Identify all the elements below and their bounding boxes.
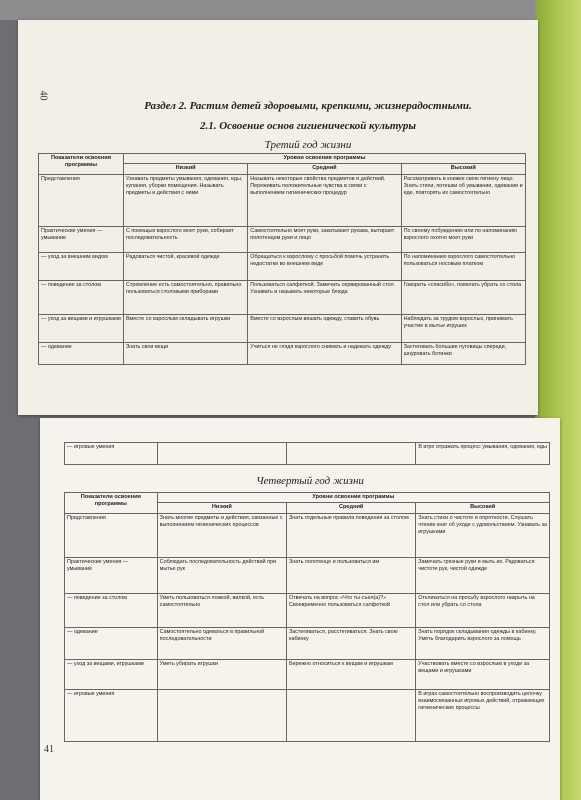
header-levels: Уровни освоения программы (157, 493, 549, 503)
cell-low (157, 443, 286, 465)
cell-medium: Отвечать на вопрос «Что ты съел(а)?» Своевременно пользоваться салфеткой (286, 593, 415, 627)
table-row (39, 252, 526, 280)
cell-low: Самостоятельно одеваться в правильной последовательности (157, 627, 286, 659)
cell-medium: Самостоятельно моет руки, закатывает рукава, вытирает полотенцем руки и лицо (248, 226, 401, 252)
header-low: Низкий (157, 503, 286, 513)
cell-medium: Обращаться к взрослому с просьбой помочь устранить недостатки во внешнем виде (248, 252, 401, 280)
table-row (65, 593, 550, 627)
table-row (65, 443, 550, 465)
cell-high: Откликаться на просьбу взрослого накрыть на стол или убрать со стола (416, 593, 550, 627)
header-indicators: Показатели освоения программы (39, 154, 124, 175)
cell-low: С помощью взрослого моет руки, собирает последовательность (123, 226, 247, 252)
cell-indicator: — игровые умения (65, 443, 158, 465)
table-row (39, 280, 526, 314)
hygiene-table-year4 (64, 492, 550, 742)
cell-medium: Вместе со взрослым вешать одежду, ставить обувь (248, 314, 401, 342)
cell-medium: Называть некоторые свойства предметов и действий. Переживать положительные чувства в связи с выполнением гигиенических процедур (248, 174, 401, 226)
cell-indicator: Практические умения — умывание (65, 557, 158, 593)
cell-medium: Бережно относиться к вещам и игрушкам (286, 659, 415, 689)
page-number: 41 (44, 744, 54, 755)
cell-low: Стремление есть самостоятельно, правильно пользоваться столовыми приборами (123, 280, 247, 314)
background-top (0, 0, 581, 20)
cell-low: Соблюдать последовательность действий при мытье рук (157, 557, 286, 593)
cell-medium: Учиться не глядя взрослого снимать и надевать одежду (248, 342, 401, 364)
table-row (39, 342, 526, 364)
year-title: Третий год жизни (264, 139, 352, 151)
cell-high: Участвовать вместе со взрослым в уходе за вещами и игрушками (416, 659, 550, 689)
cell-indicator: Представления (39, 174, 124, 226)
cell-indicator: Представления (65, 513, 158, 557)
table-row (39, 226, 526, 252)
cell-indicator: — уход за вещами, игрушками (65, 659, 158, 689)
cell-high: По напоминанию взрослого самостоятельно пользоваться носовым платком (401, 252, 525, 280)
hygiene-table-continuation (64, 442, 550, 465)
header-high: Высокий (401, 164, 525, 174)
table-row (39, 314, 526, 342)
cell-indicator: — поведение за столом (65, 593, 158, 627)
cell-low: Радоваться чистой, красивой одежде (123, 252, 247, 280)
header-high: Высокий (416, 503, 550, 513)
cell-indicator: — уход за внешним видом (39, 252, 124, 280)
cell-low (157, 689, 286, 741)
cell-low: Уметь пользоваться ложкой, вилкой, есть самостоятельно (157, 593, 286, 627)
cell-high: Застегивать большие пуговицы спереди, шнуровать ботинки (401, 342, 525, 364)
cell-indicator: — поведение за столом (39, 280, 124, 314)
cell-high: В играх самостоятельно воспроизводить цепочку взаимосвязанных игровых действий, отражающих гигиенические процессы (416, 689, 550, 741)
year-title: Четвертый год жизни (256, 475, 364, 487)
cell-high: В игре отражать процесс умывания, одевания, еды (416, 443, 550, 465)
cell-low: Знать свои вещи (123, 342, 247, 364)
table-row (65, 659, 550, 689)
cell-high: Рассматривать в книжке свою гигиену лицо. Знать стихи, потешки об умывании, одевании и еде, повторять их самостоятельно (401, 174, 525, 226)
cell-medium: Застегиваться, расстегиваться. Знать свою кабинку (286, 627, 415, 659)
cell-medium: Знать полотенце и пользоваться им (286, 557, 415, 593)
table-row (65, 689, 550, 741)
cell-high: Наблюдать за трудом взрослых, принимать участие в мытье игрушек (401, 314, 525, 342)
cell-high: Замечать грязные руки и мыть их. Радоваться чистоте рук, чистой одежде (416, 557, 550, 593)
cell-low: Знать многие предметы и действия, связанные с выполнением гигиенических процессов (157, 513, 286, 557)
cell-medium (287, 443, 416, 465)
cell-medium: Знать отдельные правила поведения за столом (286, 513, 415, 557)
header-indicators: Показатели освоения программы (65, 493, 158, 514)
table-row (65, 513, 550, 557)
cell-indicator: — уход за вещами и игрушками (39, 314, 124, 342)
cell-indicator: — одевание (65, 627, 158, 659)
cell-high: Знать порядок складывания одежды в кабинку. Уметь благодарить взрослого за помощь (416, 627, 550, 659)
page-number: 40 (37, 90, 49, 101)
header-levels: Уровни освоения программы (123, 154, 525, 164)
header-low: Низкий (123, 164, 247, 174)
cell-low: Узнавать предметы умывания, одевания, еды, купания, уборки помещения. Называть предметы и действия с ними (123, 174, 247, 226)
book-page-bottom (40, 418, 560, 800)
table-row (65, 627, 550, 659)
cell-medium: Пользоваться салфеткой. Замечать сервированный стол. Узнавать и называть некоторые блюда (248, 280, 401, 314)
cell-high: Знать стихи о чистоте и опрятности. Слушать чтение книг об уходе с удовольствием. Узнавать за игрушками (416, 513, 550, 557)
cell-high: Говорить «спасибо», помогать убрать со стола (401, 280, 525, 314)
subsection-title: 2.1. Освоение основ гигиенической культуры (199, 120, 417, 132)
cell-indicator: Практические умения — умывание (39, 226, 124, 252)
section-title: Раздел 2. Растим детей здоровыми, крепкими, жизнерадостными. (144, 100, 472, 112)
cell-high: По своему побуждению или по напоминанию взрослого охотно моет руки (401, 226, 525, 252)
cell-indicator: — одевание (39, 342, 124, 364)
header-medium: Средний (248, 164, 401, 174)
cell-low: Уметь убирать игрушки (157, 659, 286, 689)
table-row (65, 557, 550, 593)
cell-medium (286, 689, 415, 741)
cell-indicator: — игровые умения (65, 689, 158, 741)
table-row (39, 174, 526, 226)
cell-low: Вместе со взрослым складывать игрушки (123, 314, 247, 342)
book-page-top (18, 20, 538, 415)
header-medium: Средний (286, 503, 415, 513)
hygiene-table-year3 (38, 153, 526, 365)
